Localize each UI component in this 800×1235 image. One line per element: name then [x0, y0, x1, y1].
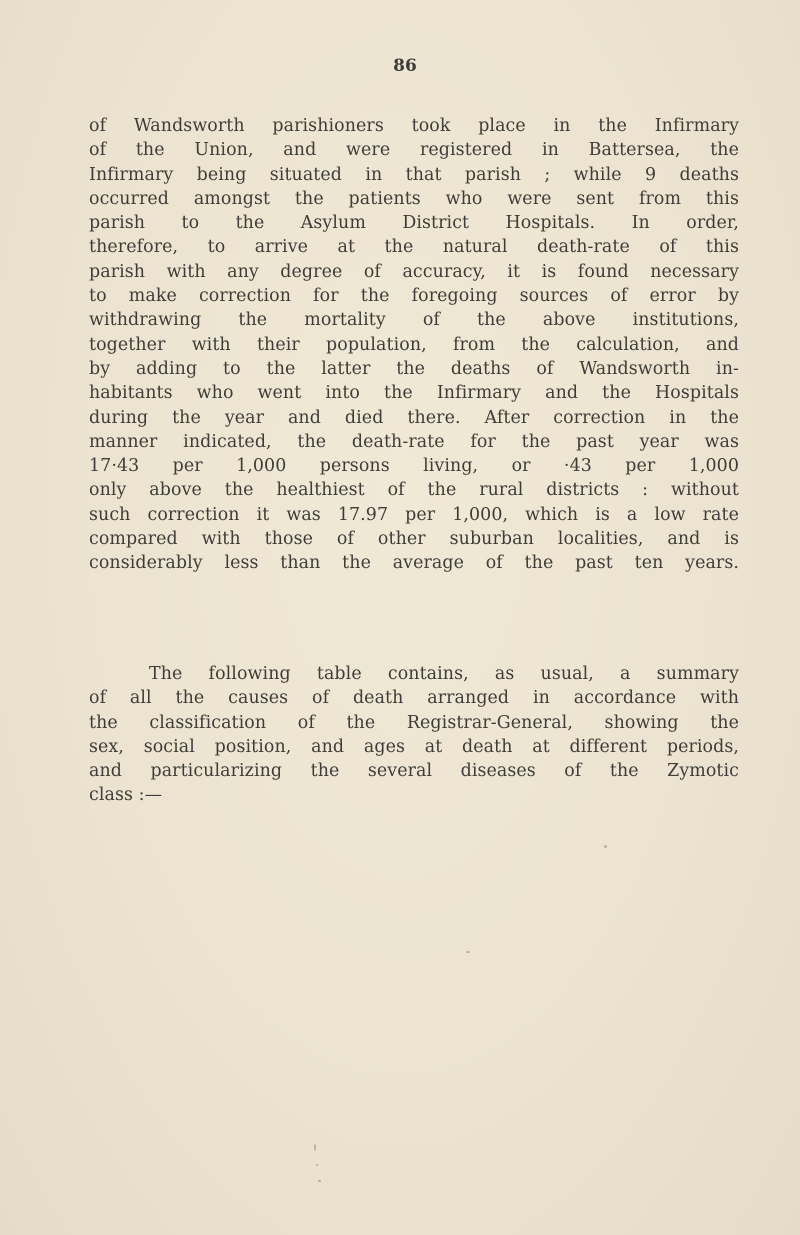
text-line: parish to the Asylum District Hospitals. In order,: [89, 213, 739, 234]
text-line: therefore, to arrive at the natural death-rate of this: [89, 237, 739, 258]
text-line: The following table contains, as usual, a summary: [149, 664, 739, 684]
text-line: to make correction for the foregoing sources of error by: [89, 286, 739, 307]
paper-speck: [316, 1164, 318, 1166]
text-line: class :—: [89, 785, 163, 806]
text-line: manner indicated, the death-rate for the past year was: [89, 431, 739, 452]
text-line: habitants who went into the Infirmary and the Hospitals: [89, 383, 739, 404]
text-line: together with their population, from the calculation, and: [89, 334, 739, 355]
text-line: Infirmary being situated in that parish ; while 9 deaths: [89, 164, 739, 185]
text-line: the classification of the Registrar-General, showing the: [89, 712, 739, 733]
text-line: occurred amongst the patients who were sent from this: [89, 188, 739, 209]
text-line: of all the causes of death arranged in accordance with: [89, 688, 739, 709]
text-line: such correction it was 17.97 per 1,000, which is a low rate: [89, 504, 739, 525]
text-line: withdrawing the mortality of the above institutions,: [89, 310, 739, 331]
paper-speck: [604, 845, 607, 848]
text-line: during the year and died there. After correction in the: [89, 407, 739, 428]
paper-speck: [318, 1180, 321, 1182]
text-line: 17·43 per 1,000 persons living, or ·43 per 1,000: [89, 456, 739, 477]
text-line: sex, social position, and ages at death at different periods,: [89, 736, 739, 757]
paragraph-death-rate-correction: [89, 114, 739, 576]
text-line: only above the healthiest of the rural districts : without: [89, 480, 739, 501]
text-line: considerably less than the average of the past ten years.: [89, 553, 739, 574]
paper-speck: [314, 1144, 316, 1151]
text-line: of Wandsworth parishioners took place in the Infirmary: [89, 116, 739, 136]
text-line: of the Union, and were registered in Battersea, the: [89, 140, 739, 161]
text-line: compared with those of other suburban localities, and is: [89, 529, 739, 550]
text-line: parish with any degree of accuracy, it is found necessary: [89, 261, 739, 282]
text-line: by adding to the latter the deaths of Wandsworth in-: [89, 358, 739, 379]
text-line: and particularizing the several diseases of the Zymotic: [89, 761, 739, 782]
paper-speck: [466, 951, 470, 953]
paragraph-table-summary: [89, 662, 739, 808]
page-number: 86: [393, 56, 417, 76]
